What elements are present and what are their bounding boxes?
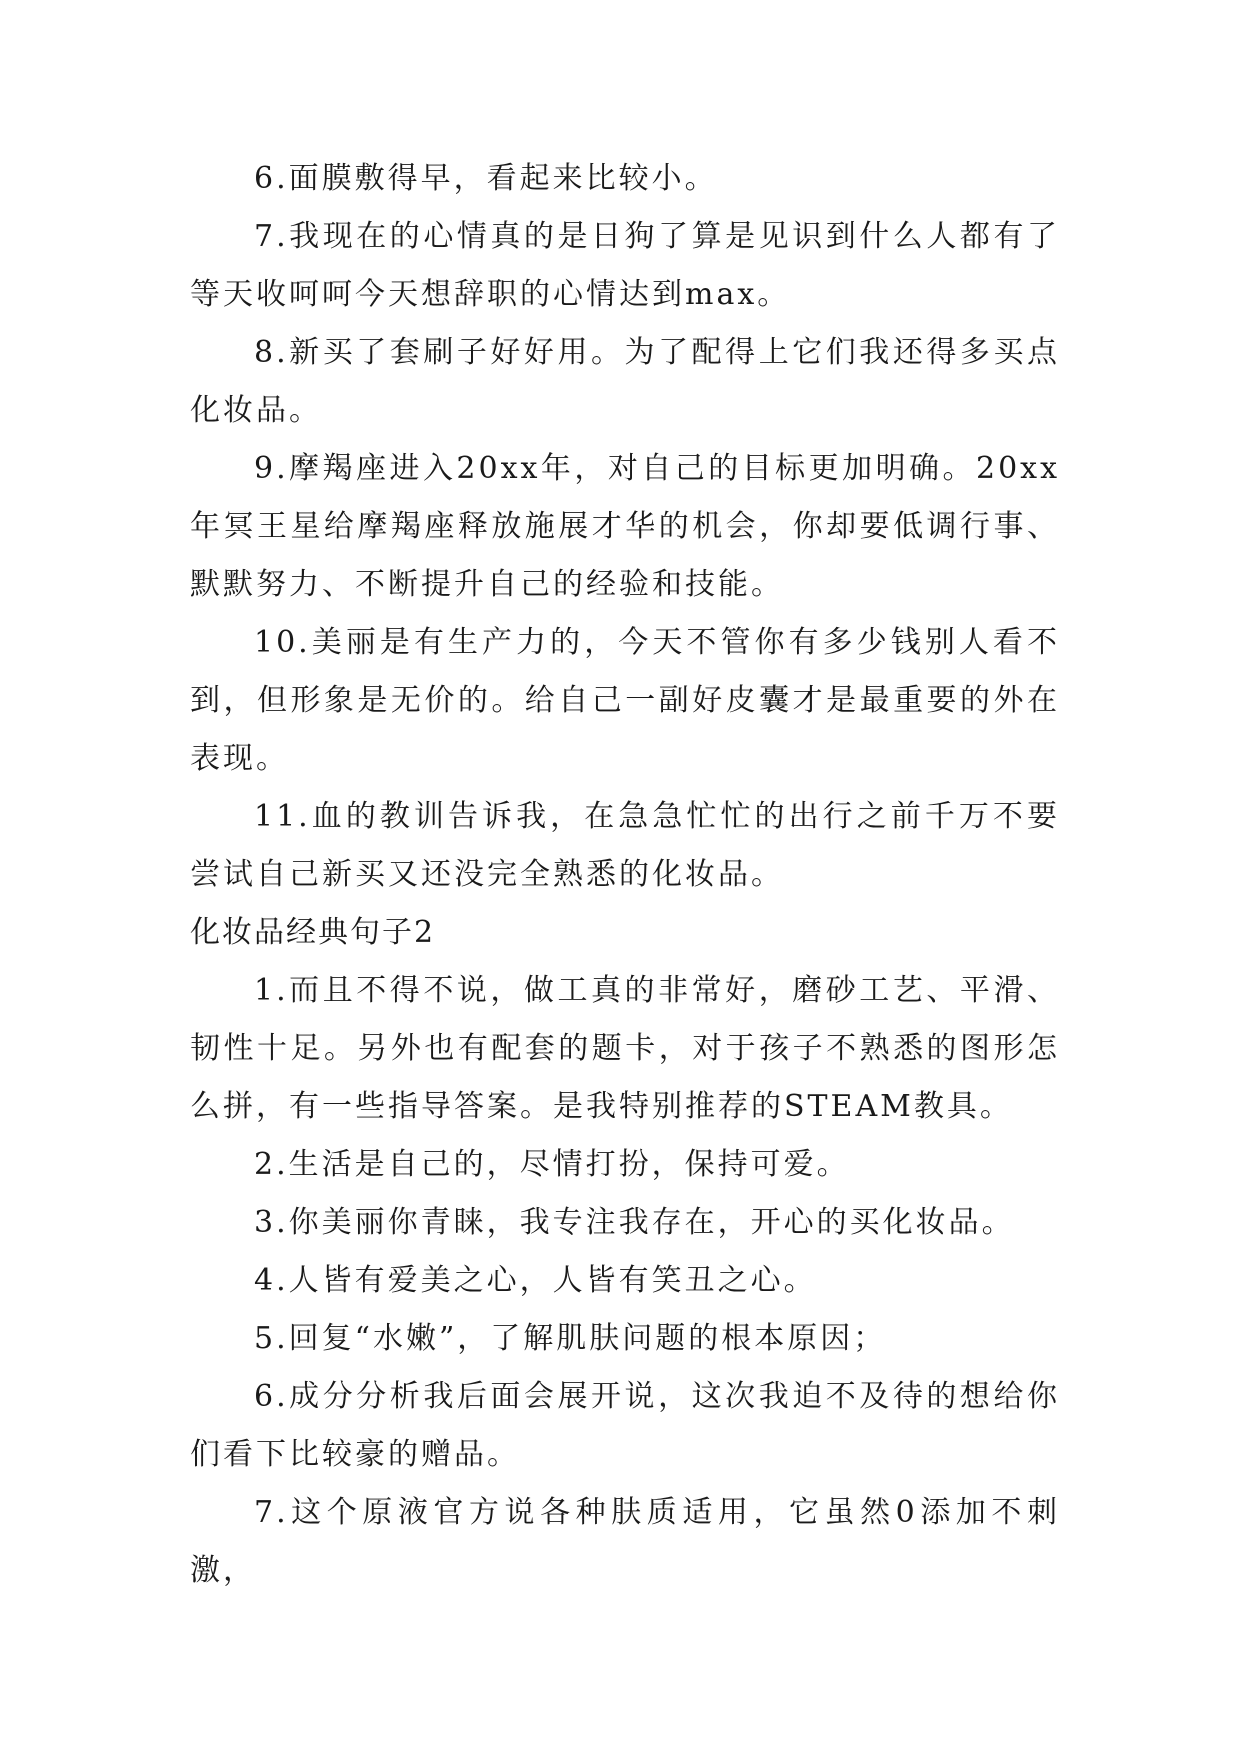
document-body [190, 150, 1060, 1600]
paragraph-9: 9.摩羯座进入20xx年，对自己的目标更加明确。20xx年冥王星给摩羯座释放施展才华的机会，你却要低调行事、默默努力、不断提升自己的经验和技能。 [190, 451, 1060, 602]
section2-paragraph-5: 5.回复“水嫩”，了解肌肤问题的根本原因； [254, 1321, 887, 1356]
section2-paragraph-6: 6.成分分析我后面会展开说，这次我迫不及待的想给你们看下比较豪的赠品。 [190, 1379, 1060, 1472]
paragraph-7: 7.我现在的心情真的是日狗了算是见识到什么人都有了等天收呵呵今天想辞职的心情达到max。 [190, 219, 1060, 312]
paragraph-11: 11.血的教训告诉我，在急急忙忙的出行之前千万不要尝试自己新买又还没完全熟悉的化妆品。 [190, 799, 1060, 892]
paragraph-8: 8.新买了套刷子好好用。为了配得上它们我还得多买点化妆品。 [190, 335, 1060, 428]
paragraph-10: 10.美丽是有生产力的，今天不管你有多少钱别人看不到，但形象是无价的。给自己一副好皮囊才是最重要的外在表现。 [190, 625, 1060, 776]
section2-paragraph-2: 2.生活是自己的，尽情打扮，保持可爱。 [254, 1147, 850, 1182]
section2-paragraph-1: 1.而且不得不说，做工真的非常好，磨砂工艺、平滑、韧性十足。另外也有配套的题卡，对于孩子不熟悉的图形怎么拼，有一些指导答案。是我特别推荐的STEAM教具。 [190, 973, 1060, 1124]
paragraph-6: 6.面膜敷得早，看起来比较小。 [254, 161, 718, 196]
section-heading: 化妆品经典句子2 [190, 915, 436, 950]
section2-paragraph-3: 3.你美丽你青睐，我专注我存在，开心的买化妆品。 [254, 1205, 1015, 1240]
section2-paragraph-7: 7.这个原液官方说各种肤质适用，它虽然0添加不刺激， [190, 1495, 1060, 1588]
section2-paragraph-4: 4.人皆有爱美之心，人皆有笑丑之心。 [254, 1263, 817, 1298]
